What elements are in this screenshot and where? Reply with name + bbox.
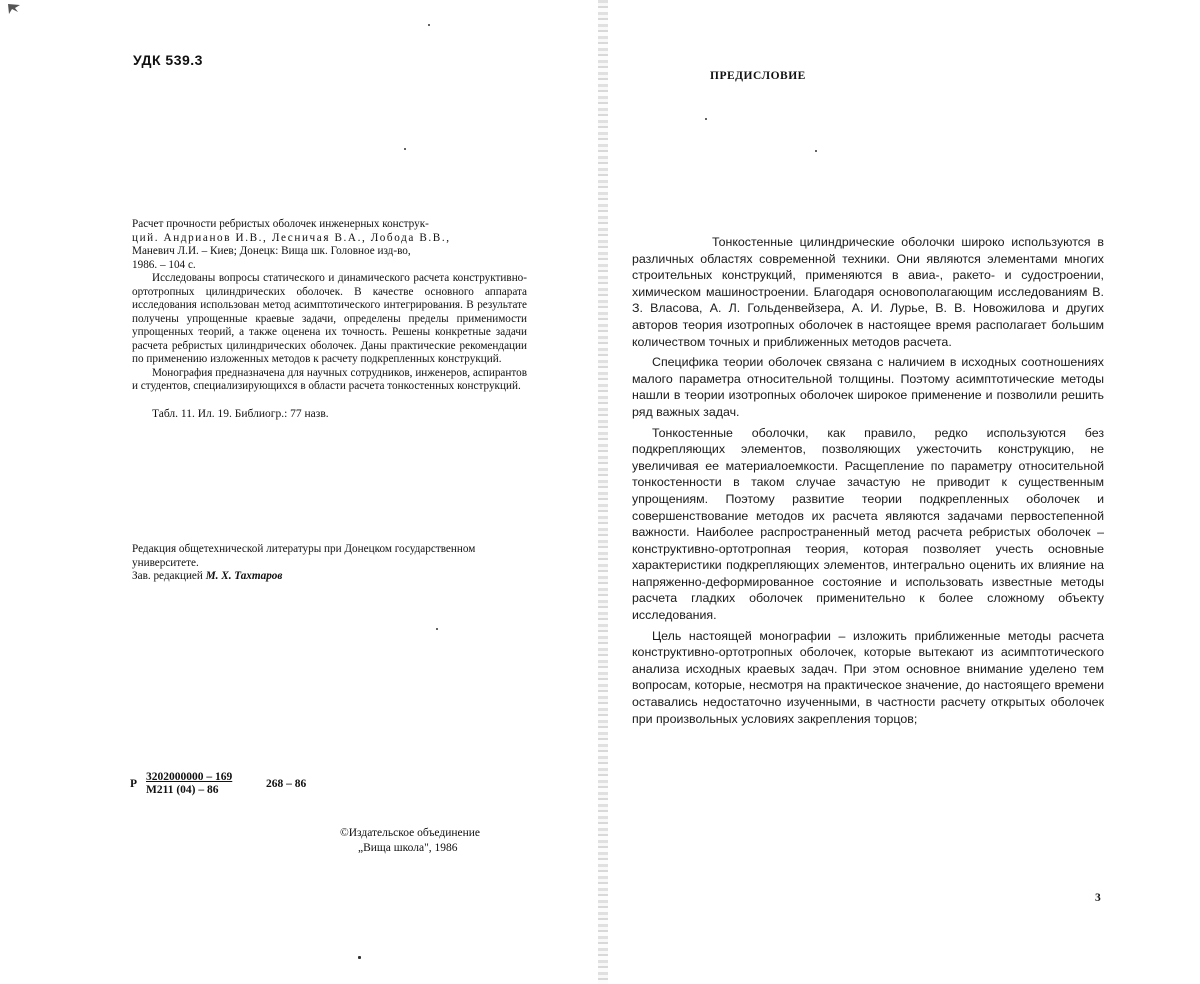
catalog-letter: Р (130, 778, 138, 790)
preface-paragraph: Специфика теории оболочек связана с наличием в исходных соотношениях малого параметра относительной толщины. Поэтому асимптотические методы нашли в теории изотропных оболочек широкое применение и позволили решить ряд важных задач. (632, 355, 1104, 419)
page-number: 3 (1095, 892, 1101, 904)
scan-speck (705, 118, 707, 120)
catalog-fraction (146, 771, 232, 797)
scan-speck (404, 148, 406, 150)
scan-speck (428, 24, 430, 26)
biblio-line: ций. Андрианов И.В., Лесничая В.А., Лобода В.В., (132, 231, 451, 244)
biblio-line: Расчет прочности ребристых оболочек инженерных конструк- (132, 218, 429, 230)
catalog-tail: 268 – 86 (266, 778, 307, 790)
preface-body (632, 234, 1104, 727)
preface-paragraph: Тонкостенные цилиндрические оболочки широко используются в различных областях современной техники. Они являются элементами многих строительных конструкций, применяются в авиа-, ракето- и судостроении, химическом машиностроении. Благодаря основополагающим исследованиям В. З. Власова, А. Л. Гольденвейзера, А. И. Лурье, В. В. Новожилова и других авторов теория изотропных оболочек в настоящее время располагает большим количеством точных и приближенных методов расчета. (632, 235, 1104, 349)
biblio-line: Маневич Л.И. – Киев; Донецк: Вища шк. Головное изд-во, (132, 245, 411, 257)
edition-line: Редакция общетехнической литературы при Донецком государственном университете. (132, 543, 476, 569)
edition-editor-line (132, 570, 527, 584)
edition-editor-name: М. Х. Тахтаров (205, 570, 283, 582)
catalog-denominator: М211 (04) – 86 (146, 784, 219, 796)
biblio-line: 1986. – 104 с. (132, 258, 196, 271)
copyright-line: „Вища школа", 1986 (358, 842, 458, 854)
copyright-notice (340, 826, 480, 856)
scan-speck (358, 956, 361, 959)
copyright-line: ©Издательское объединение (340, 827, 481, 839)
abstract-paragraph: Монография предназначена для научных сотрудников, инженеров, аспирантов и студентов, специализирующихся в области расчета тонкостенных конструкций. (132, 366, 527, 392)
preface-heading: ПРЕДИСЛОВИЕ (710, 70, 806, 82)
scan-speck (815, 150, 817, 152)
catalog-numerator: 3202000000 – 169 (146, 771, 233, 783)
edition-editor-prefix: Зав. редакцией (132, 570, 206, 582)
tables-illustrations-line: Табл. 11. Ил. 19. Библиогр.: 77 назв. (152, 407, 329, 420)
preface-paragraph: Цель настоящей монографии – изложить приближенные методы расчета конструктивно-ортотропных оболочек, которые вытекают из асимптотического анализа исходных краевых задач. При этом основное внимание уделено тем вопросам, которые, несмотря на практическое значение, до настоящего времени оставались недостаточно изученными, в частности расчету открытых оболочек при произвольных условиях закрепления торцов; (632, 628, 1104, 726)
edition-info (132, 543, 527, 584)
abstract-paragraph: Исследованы вопросы статического и динамического расчета конструктивно-ортотропных цилиндрических оболочек. В качестве основного аппарата исследования использован метод асимптотического интегрирования. В результате получены упрощенные краевые задачи, определены пределы применимости упрощенных теорий, а также оценена их точность. Решены конкретные задачи расчета ребристых цилиндрических оболочек. Даны практические рекомендации по применению изложенных методов к расчету подкрепленных конструкций. (132, 272, 527, 365)
bibliographic-record (132, 218, 527, 421)
udk-code: УДК 539.3 (133, 52, 203, 68)
scan-speck (436, 628, 438, 630)
preface-paragraph: Тонкостенные оболочки, как правило, редко используются без подкрепляющих элементов, позволяющих ужесточить конструкцию, не увеличивая ее материалоемкости. Расщепление по параметру относительной тонкостенности в таком случае зачастую не приводит к существенным упрощениям. Поэтому развитие теории подкрепленных оболочек и совершенствование методов их расчета являются задачами первостепенной важности. Наиболее распространенный метод расчета ребристых оболочек – конструктивно-ортотропная теория, которая позволяет учесть основные характеристики подкрепляющих элементов, интегрально оценить их влияние на напряженно-деформированное состояние и использовать известные методы расчета гладких оболочек применительно к более сложному объекту исследования. (632, 425, 1104, 623)
